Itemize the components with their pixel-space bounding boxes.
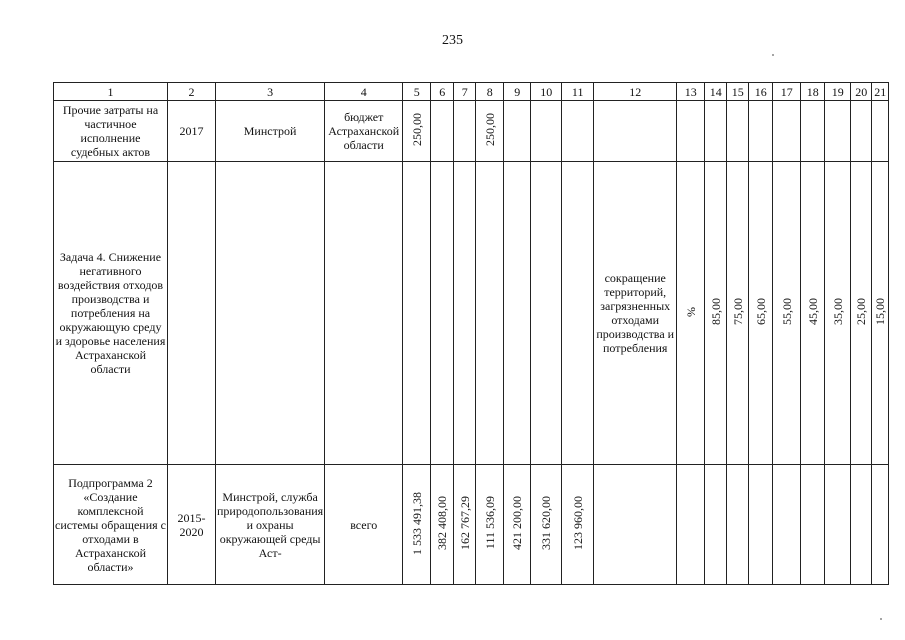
cell-target	[749, 162, 773, 465]
cell-year-value	[476, 465, 504, 585]
cell-target	[705, 465, 727, 585]
cell-year-value	[504, 162, 531, 465]
header-cell: 1	[54, 83, 168, 101]
cell-executor	[216, 162, 325, 465]
cell-year: 2015-2020	[168, 465, 216, 585]
value-target: 45,00	[805, 298, 820, 325]
value-year: 382 408,00	[435, 496, 450, 550]
header-cell: 4	[325, 83, 403, 101]
scan-speck	[880, 618, 882, 620]
cell-target	[773, 162, 801, 465]
value-target: 25,00	[854, 298, 869, 325]
cell-total	[403, 101, 431, 162]
cell-target	[851, 162, 872, 465]
cell-year-value	[531, 465, 562, 585]
header-row	[54, 83, 889, 101]
cell-year-value	[431, 101, 454, 162]
header-cell: 16	[749, 83, 773, 101]
header-cell: 3	[216, 83, 325, 101]
cell-funding-source: бюджет Астраханской области	[325, 101, 403, 162]
header-cell: 11	[562, 83, 594, 101]
cell-year-value	[431, 465, 454, 585]
value-year: 162 767,29	[457, 496, 472, 550]
header-cell: 18	[801, 83, 825, 101]
header-cell: 19	[825, 83, 851, 101]
cell-target	[801, 162, 825, 465]
header-cell: 14	[705, 83, 727, 101]
cell-indicator	[594, 465, 677, 585]
cell-unit	[677, 101, 705, 162]
cell-executor: Минстрой	[216, 101, 325, 162]
cell-year-value	[562, 162, 594, 465]
value-unit: %	[683, 307, 698, 317]
cell-year-value	[454, 465, 476, 585]
program-table	[53, 82, 889, 585]
header-cell: 5	[403, 83, 431, 101]
cell-target	[749, 101, 773, 162]
cell-year-value	[504, 465, 531, 585]
cell-target	[851, 101, 872, 162]
header-cell: 17	[773, 83, 801, 101]
value-target: 85,00	[708, 298, 723, 325]
cell-target	[825, 101, 851, 162]
cell-year-value	[562, 101, 594, 162]
value-year: 331 620,00	[539, 496, 554, 550]
cell-target	[749, 465, 773, 585]
header-cell: 10	[531, 83, 562, 101]
cell-description: Прочие затраты на частичное исполнение судебных актов	[54, 101, 168, 162]
cell-year-value	[504, 101, 531, 162]
cell-target	[705, 162, 727, 465]
cell-target	[872, 101, 889, 162]
cell-target	[872, 465, 889, 585]
cell-target	[773, 465, 801, 585]
cell-target	[851, 465, 872, 585]
cell-year-value	[454, 101, 476, 162]
value-total: 1 533 491,38	[409, 491, 424, 555]
cell-description: Подпрограмма 2 «Создание комплексной системы обращения с отходами в Астраханской области»	[54, 465, 168, 585]
cell-target	[705, 101, 727, 162]
cell-year	[168, 162, 216, 465]
header-cell: 15	[727, 83, 749, 101]
cell-target	[727, 101, 749, 162]
table-row	[54, 465, 889, 585]
cell-executor: Минстрой, служба природопользования и охраны окружающей среды Аст-	[216, 465, 325, 585]
header-cell: 8	[476, 83, 504, 101]
cell-funding-source: всего	[325, 465, 403, 585]
cell-total	[403, 162, 431, 465]
cell-target	[801, 101, 825, 162]
cell-target	[801, 465, 825, 585]
scan-speck	[772, 54, 774, 56]
header-cell: 20	[851, 83, 872, 101]
cell-year: 2017	[168, 101, 216, 162]
cell-target	[825, 465, 851, 585]
header-cell: 13	[677, 83, 705, 101]
table-row	[54, 162, 889, 465]
value-target: 75,00	[730, 298, 745, 325]
cell-description: Задача 4. Снижение негативного воздействия отходов производства и потребления на окружающую среду и здоровье населения Астраханской области	[54, 162, 168, 465]
header-cell: 2	[168, 83, 216, 101]
cell-year-value	[476, 162, 504, 465]
header-cell: 21	[872, 83, 889, 101]
header-cell: 9	[504, 83, 531, 101]
cell-target	[727, 465, 749, 585]
header-cell: 7	[454, 83, 476, 101]
value-target: 65,00	[753, 298, 768, 325]
cell-unit	[677, 162, 705, 465]
page-number: 235	[442, 33, 463, 48]
value-target: 35,00	[830, 298, 845, 325]
cell-unit	[677, 465, 705, 585]
cell-year-value	[562, 465, 594, 585]
value-year: 111 536,09	[482, 496, 497, 550]
cell-target	[727, 162, 749, 465]
value-year: 421 200,00	[510, 496, 525, 550]
cell-target	[872, 162, 889, 465]
header-cell: 6	[431, 83, 454, 101]
value-year: 250,00	[482, 113, 497, 146]
header-cell: 12	[594, 83, 677, 101]
value-year: 123 960,00	[570, 496, 585, 550]
cell-target	[773, 101, 801, 162]
value-target: 15,00	[873, 298, 888, 325]
cell-indicator: сокращение территорий, загрязненных отходами производства и потребления	[594, 162, 677, 465]
cell-year-value	[431, 162, 454, 465]
cell-year-value	[531, 101, 562, 162]
cell-funding-source	[325, 162, 403, 465]
cell-total	[403, 465, 431, 585]
value-total: 250,00	[409, 113, 424, 146]
cell-year-value	[531, 162, 562, 465]
value-target: 55,00	[779, 298, 794, 325]
cell-year-value	[476, 101, 504, 162]
cell-year-value	[454, 162, 476, 465]
table-row	[54, 101, 889, 162]
cell-indicator	[594, 101, 677, 162]
cell-target	[825, 162, 851, 465]
